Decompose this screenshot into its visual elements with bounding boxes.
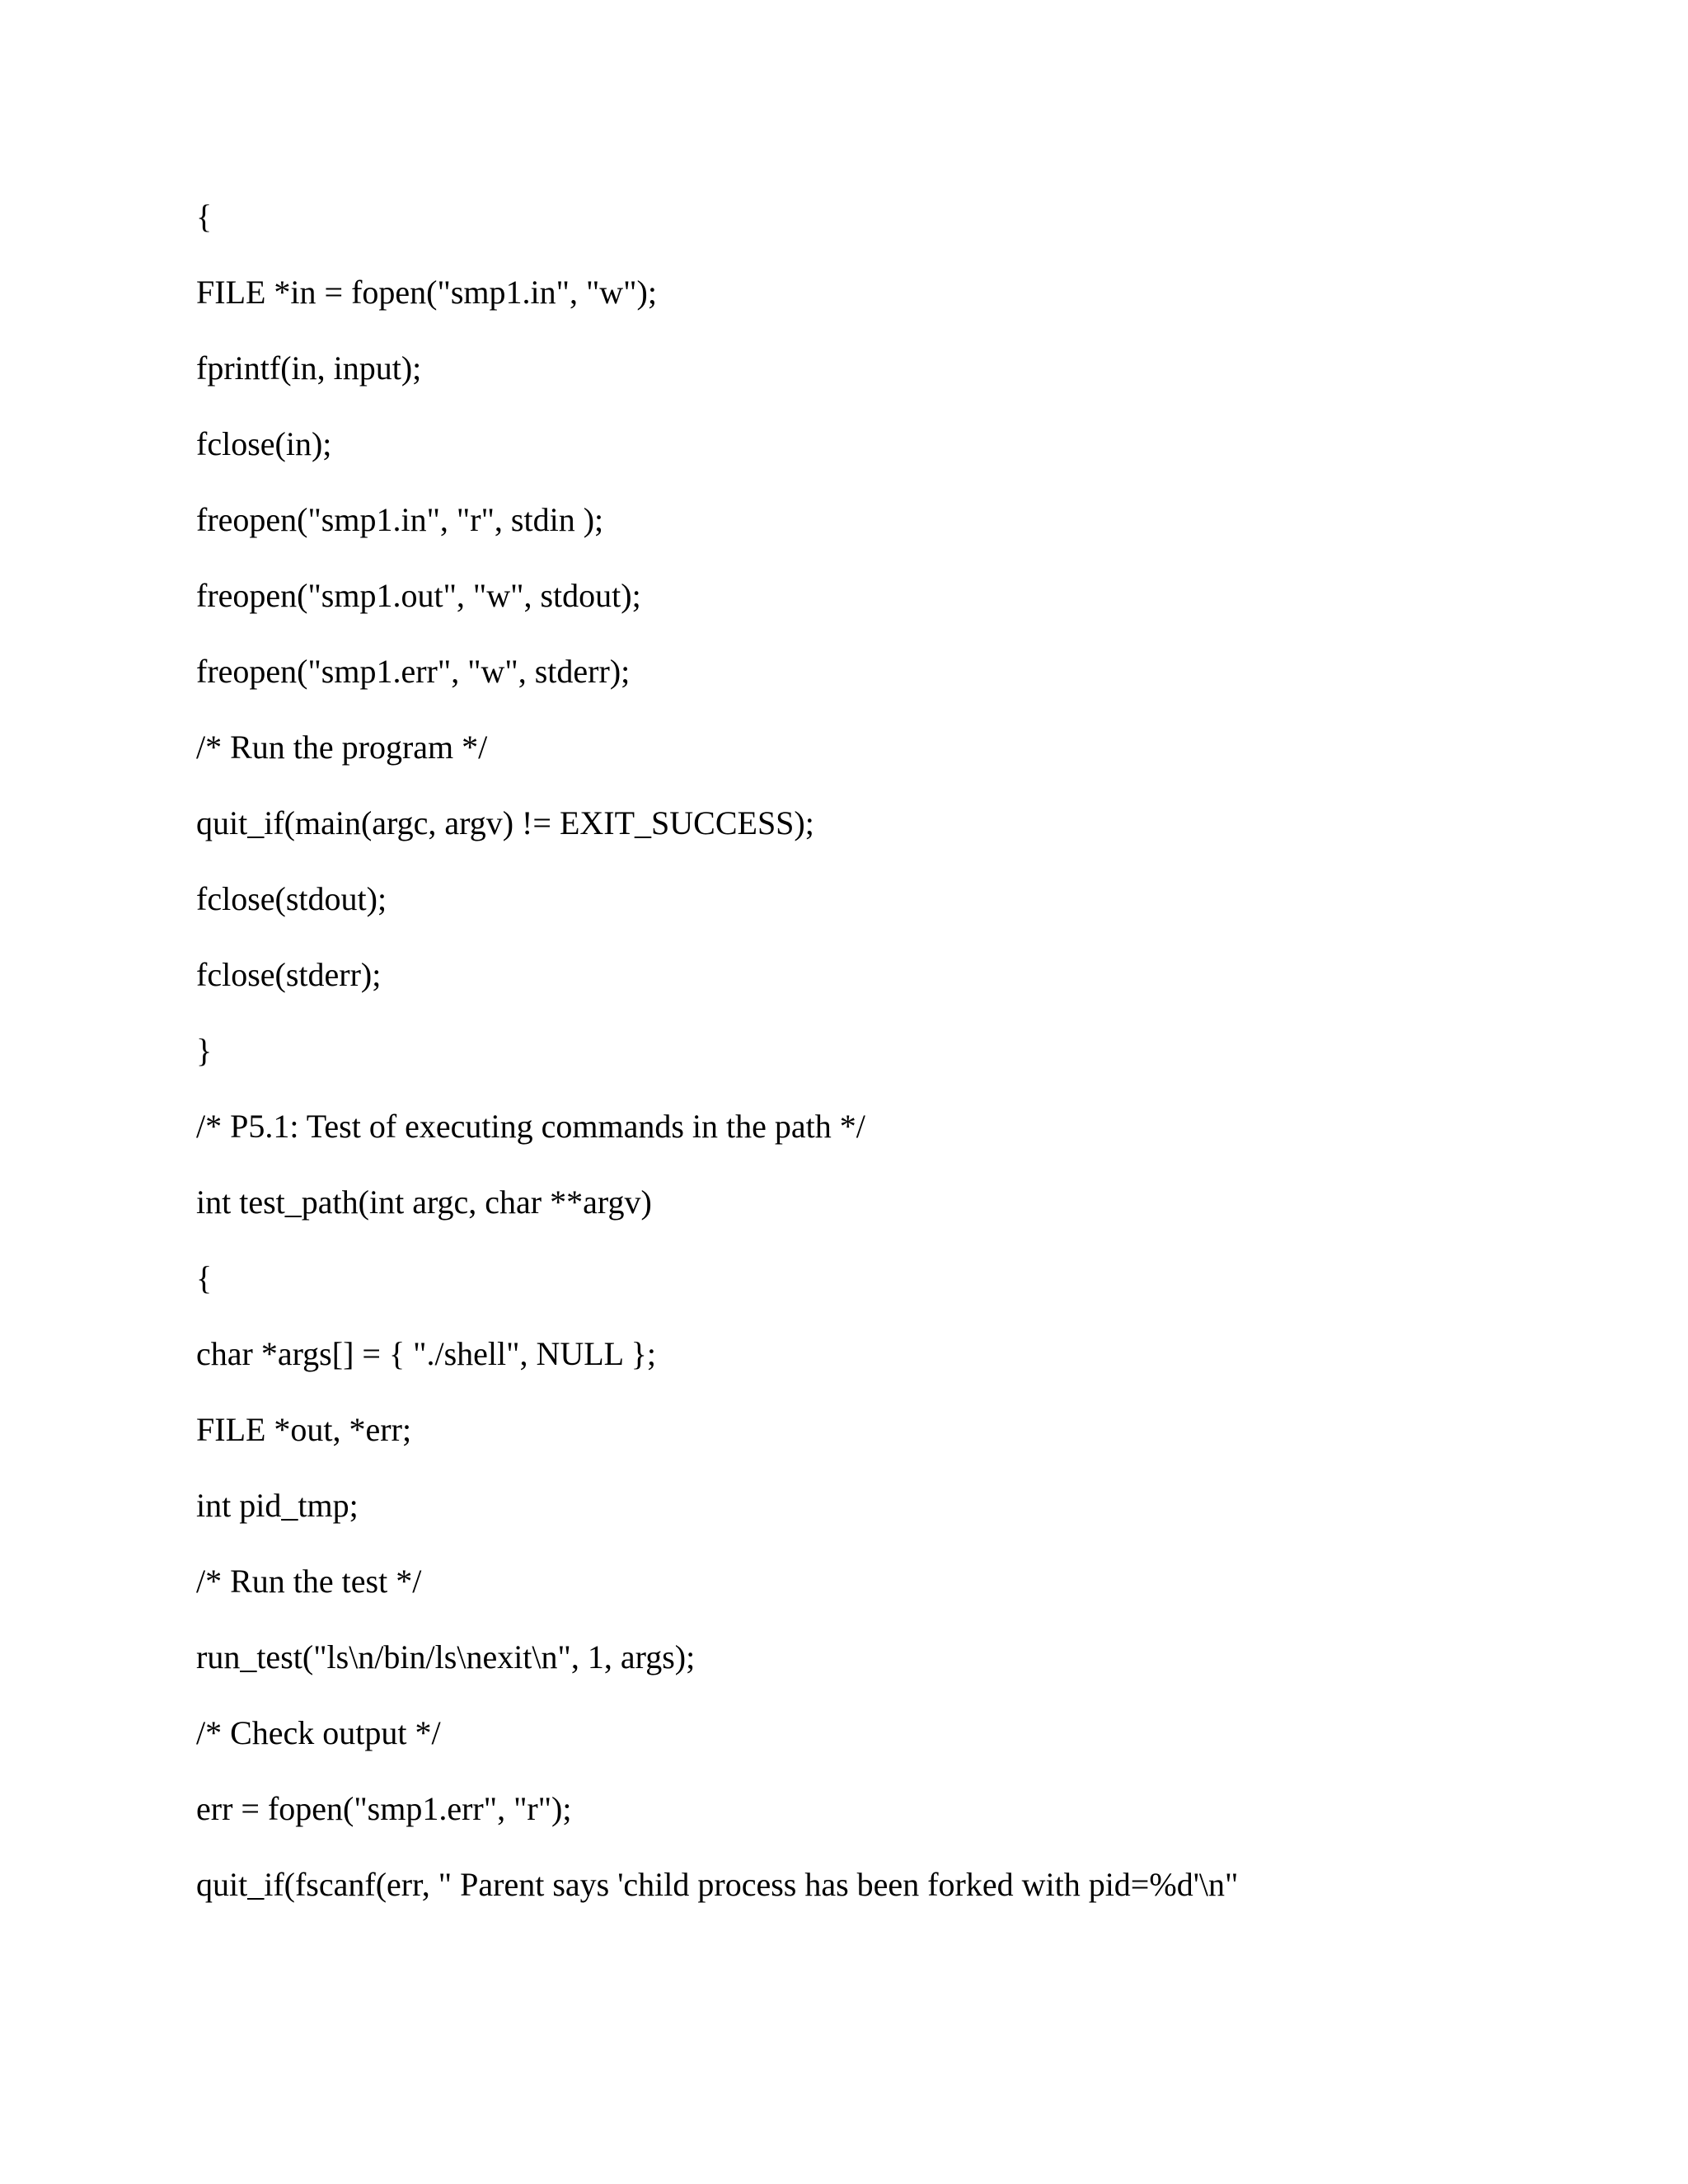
code-line-file-decl: FILE *out, *err; [196, 1411, 412, 1448]
code-line-fclose-stderr: fclose(stderr); [196, 956, 382, 993]
code-comment-run-test: /* Run the test */ [196, 1563, 422, 1600]
code-line-args-decl: char *args[] = { "./shell", NULL }; [196, 1335, 656, 1372]
code-line-fprintf: fprintf(in, input); [196, 349, 422, 387]
code-line-close-brace: } [196, 1032, 213, 1069]
code-line-open-brace: { [196, 198, 213, 235]
code-line-open-brace-2: { [196, 1259, 213, 1296]
code-line-fclose-stdout: fclose(stdout); [196, 880, 387, 917]
code-line-run-test-call: run_test("ls\n/bin/ls\nexit\n", 1, args); [196, 1638, 696, 1675]
code-comment-run-program: /* Run the program */ [196, 729, 488, 766]
code-line-test-path-signature: int test_path(int argc, char **argv) [196, 1183, 652, 1221]
code-line-fopen-err: err = fopen("smp1.err", "r"); [196, 1790, 572, 1827]
code-line-pid-decl: int pid_tmp; [196, 1487, 359, 1524]
code-line-fopen-in: FILE *in = fopen("smp1.in", "w"); [196, 274, 657, 311]
code-line-fclose-in: fclose(in); [196, 425, 332, 462]
code-line-quit-if-main: quit_if(main(argc, argv) != EXIT_SUCCESS); [196, 804, 814, 841]
code-line-freopen-stderr: freopen("smp1.err", "w", stderr); [196, 653, 631, 690]
code-line-freopen-stdout: freopen("smp1.out", "w", stdout); [196, 577, 641, 614]
code-comment-check-output: /* Check output */ [196, 1714, 441, 1751]
code-comment-p51: /* P5.1: Test of executing commands in the path */ [196, 1108, 865, 1145]
code-line-quit-if-fscanf: quit_if(fscanf(err, " Parent says 'child process has been forked with pid=%d'\n" [196, 1866, 1239, 1903]
code-line-freopen-stdin: freopen("smp1.in", "r", stdin ); [196, 501, 604, 538]
